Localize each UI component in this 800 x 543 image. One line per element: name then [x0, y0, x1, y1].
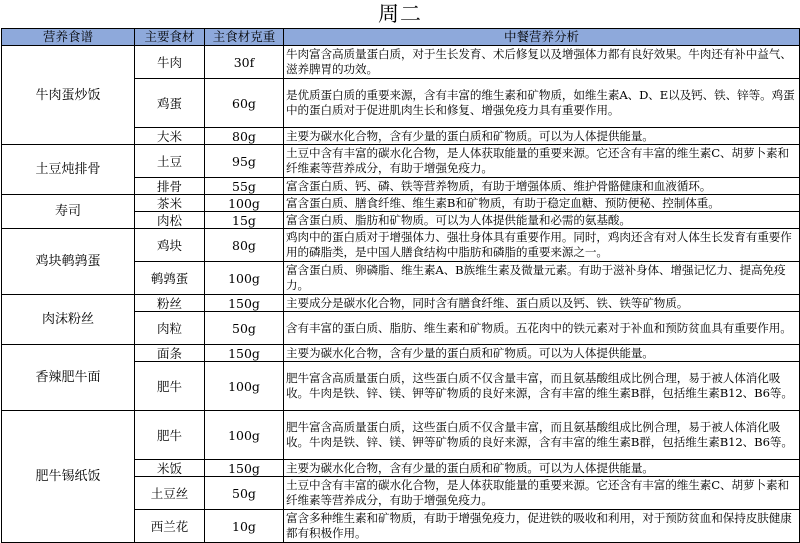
weight-cell: 100g: [205, 362, 284, 411]
ingredient-cell: 西兰花: [135, 510, 205, 543]
ingredient-cell: 排骨: [135, 178, 205, 195]
header-ingredient: 主要食材: [135, 29, 205, 46]
analysis-cell: 鸡肉中的蛋白质对于增强体力、强壮身体具有重要作用。同时，鸡肉还含有对人体生长发育有重要作用的磷脂类，是中国人膳食结构中脂肪和磷脂的重要来源之一。: [284, 229, 800, 262]
menu-nutrition-table: [1, 28, 800, 543]
analysis-cell: 含有丰富的蛋白质、脂肪、维生素和矿物质。五花肉中的铁元素对于补血和预防贫血具有重要作用。: [284, 312, 800, 345]
analysis-cell: 富含蛋白质、卵磷脂、维生素A、B族维生素及微量元素。有助于滋补身体、增强记忆力、提高免疫力。: [284, 262, 800, 295]
dish-name: 鸡块鹌鹑蛋: [2, 229, 135, 295]
weight-cell: 100g: [205, 195, 284, 212]
weight-cell: 55g: [205, 178, 284, 195]
ingredient-cell: 肉粒: [135, 312, 205, 345]
weight-cell: 30f: [205, 46, 284, 79]
ingredient-cell: 牛肉: [135, 46, 205, 79]
ingredient-cell: 茶米: [135, 195, 205, 212]
analysis-cell: 土豆中含有丰富的碳水化合物，是人体获取能量的重要来源。它还含有丰富的维生素C、胡萝卜素和纤维素等营养成分，有助于增强免疫力。: [284, 477, 800, 510]
dish-name: 牛肉蛋炒饭: [2, 46, 135, 145]
ingredient-cell: 鹌鹑蛋: [135, 262, 205, 295]
ingredient-cell: 土豆丝: [135, 477, 205, 510]
weight-cell: 15g: [205, 212, 284, 229]
analysis-cell: 富含多种维生素和矿物质，有助于增强免疫力，促进铁的吸收和利用，对于预防贫血和保持皮肤健康都有积极作用。: [284, 510, 800, 543]
weight-cell: 100g: [205, 411, 284, 460]
weight-cell: 95g: [205, 145, 284, 178]
ingredient-cell: 土豆: [135, 145, 205, 178]
ingredient-cell: 粉丝: [135, 295, 205, 312]
header-row: [2, 29, 800, 46]
table-row: [2, 145, 800, 178]
ingredient-cell: 肉松: [135, 212, 205, 229]
page-title: 周二: [378, 2, 422, 26]
analysis-cell: 主要为碳水化合物，含有少量的蛋白质和矿物质。可以为人体提供能量。: [284, 345, 800, 362]
weight-cell: 60g: [205, 79, 284, 128]
analysis-cell: 是优质蛋白质的重要来源，含有丰富的维生素和矿物质，如维生素A、D、E以及钙、铁、锌等。鸡蛋中的蛋白质对于促进肌肉生长和修复、增强免疫力具有重要作用。: [284, 79, 800, 128]
table-row: [2, 295, 800, 312]
analysis-cell: 主要为碳水化合物，含有少量的蛋白质和矿物质。可以为人体提供能量。: [284, 128, 800, 145]
header-weight: 主食材克重: [205, 29, 284, 46]
dish-name: 香辣肥牛面: [2, 345, 135, 411]
table-row: [2, 46, 800, 79]
dish-name: 肥牛锡纸饭: [2, 411, 135, 543]
analysis-cell: 土豆中含有丰富的碳水化合物，是人体获取能量的重要来源。它还含有丰富的维生素C、胡萝卜素和纤维素等营养成分，有助于增强免疫力。: [284, 145, 800, 178]
analysis-cell: 肥牛富含高质量蛋白质，这些蛋白质不仅含量丰富，而且氨基酸组成比例合理，易于被人体消化吸收。牛肉是铁、锌、镁、钾等矿物质的良好来源，含有丰富的维生素B群，包括维生素B12、B6等。: [284, 411, 800, 460]
ingredient-cell: 米饭: [135, 460, 205, 477]
analysis-cell: 主要成分是碳水化合物，同时含有膳食纤维、蛋白质以及钙、铁、铁等矿物质。: [284, 295, 800, 312]
weight-cell: 80g: [205, 128, 284, 145]
dish-name: 寿司: [2, 195, 135, 229]
ingredient-cell: 大米: [135, 128, 205, 145]
weight-cell: 150g: [205, 295, 284, 312]
analysis-cell: 肥牛富含高质量蛋白质，这些蛋白质不仅含量丰富，而且氨基酸组成比例合理，易于被人体消化吸收。牛肉是铁、锌、镁、钾等矿物质的良好来源，含有丰富的维生素B群，包括维生素B12、B6等。: [284, 362, 800, 411]
analysis-cell: 富含蛋白质、钙、磷、铁等营养物质，有助于增强体质、维护骨骼健康和血液循环。: [284, 178, 800, 195]
analysis-cell: 富含蛋白质、膳食纤维、维生素B和矿物质，有助于稳定血糖、预防便秘、控制体重。: [284, 195, 800, 212]
ingredient-cell: 肥牛: [135, 411, 205, 460]
ingredient-cell: 鸡蛋: [135, 79, 205, 128]
weight-cell: 50g: [205, 477, 284, 510]
analysis-cell: 主要为碳水化合物，含有少量的蛋白质和矿物质。可以为人体提供能量。: [284, 460, 800, 477]
header-analysis: 中餐营养分析: [284, 29, 800, 46]
table-row: [2, 229, 800, 262]
ingredient-cell: 肥牛: [135, 362, 205, 411]
table-row: [2, 411, 800, 460]
ingredient-cell: 鸡块: [135, 229, 205, 262]
dish-name: 土豆炖排骨: [2, 145, 135, 195]
weight-cell: 10g: [205, 510, 284, 543]
dish-name: 肉沫粉丝: [2, 295, 135, 345]
table-row: [2, 195, 800, 212]
ingredient-cell: 面条: [135, 345, 205, 362]
weight-cell: 50g: [205, 312, 284, 345]
analysis-cell: 富含蛋白质、脂肪和矿物质。可以为人体提供能量和必需的氨基酸。: [284, 212, 800, 229]
weight-cell: 150g: [205, 460, 284, 477]
table-row: [2, 345, 800, 362]
analysis-cell: 牛肉富含高质量蛋白质，对于生长发育、术后修复以及增强体力都有良好效果。牛肉还有补中益气、滋养脾胃的功效。: [284, 46, 800, 79]
header-recipe: 营养食谱: [2, 29, 135, 46]
weight-cell: 80g: [205, 229, 284, 262]
weight-cell: 100g: [205, 262, 284, 295]
weight-cell: 150g: [205, 345, 284, 362]
